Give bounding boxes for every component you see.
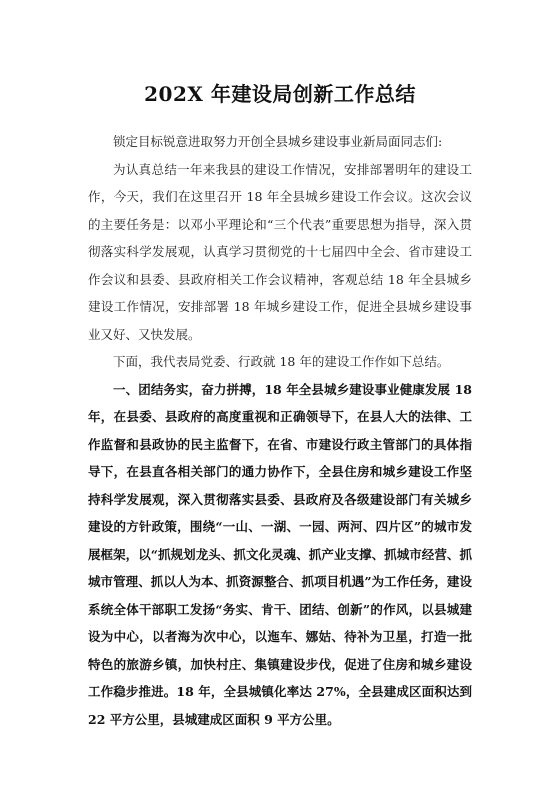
section-one-paragraph: 一、团结务实，奋力拼搏，18 年全县城乡建设事业健康发展 18 年，在县委、县政府的高度重视和正确领导下，在县人大的法律、工作监督和县政协的民主监督下，在省、市建设行政主管部门的具体指导下，在县直各相关部门的通力协作下，全县住房和城乡建设工作坚持科学发展观，深入贯彻落实县委、县政府及各级建设部门有关城乡建设的方针政策，围绕“一山、一湖、一园、两河、四片区”的城市发展框架，以“抓规划龙头、抓文化灵魂、抓产业支撑、抓城市经营、抓城市管理、抓以人为本、抓资源整合、抓项目机遇”为工作任务，建设系统全体干部职工发扬“务实、肯干、团结、创新”的作风，以县城建设为中心，以者海为次中心，以迤车、娜姑、待补为卫星，打造一批特色的旅游乡镇，加快村庄、集镇建设步伐，促进了住房和城乡建设工作稳步推进。18 年，全县城镇化率达 27%，全县建成区面积达到 22 平方公里，县城建成区面积 9 平方公里。 (88, 381, 472, 727)
transition-paragraph: 下面，我代表局党委、行政就 18 年的建设工作作如下总结。 (113, 354, 450, 369)
document-body (88, 128, 472, 733)
greeting-paragraph: 锁定目标锐意进取努力开创全县城乡建设事业新局面同志们: (113, 134, 443, 149)
intro-paragraph: 为认真总结一年来我县的建设工作情况，安排部署明年的建设工作，今天，我们在这里召开 18 年全县城乡建设工作会议。这次会议的主要任务是：以邓小平理论和“三个代表”重要思想为指导，深入贯彻落实科学发展观，认真学习贯彻党的十七届四中全会、省市建设工作会议和县委、县政府相关工作会议精神，客观总结 18 年全县城乡建设工作情况，安排部署 18 年城乡建设工作，促进全县城乡建设事业又好、又快发展。 (88, 161, 472, 342)
document-title: 202X 年建设局创新工作总结 (144, 82, 416, 106)
